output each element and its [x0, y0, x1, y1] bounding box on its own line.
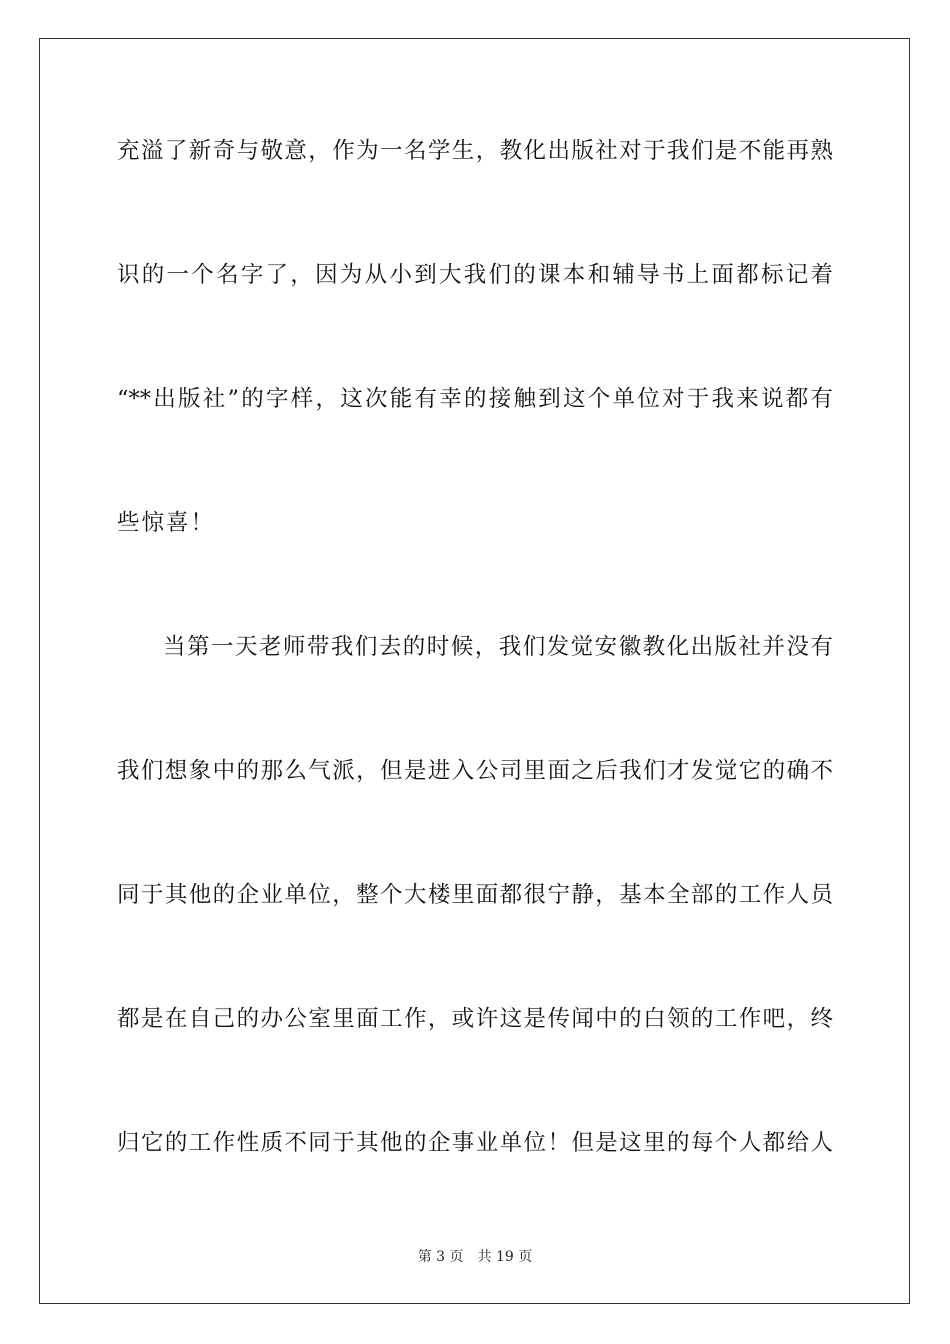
total-pages: 共 19 页 [477, 1249, 533, 1265]
paragraph-line-6: 我们想象中的那么气派，但是进入公司里面之后我们才发觉它的确不 [117, 758, 833, 784]
page-border [39, 38, 910, 1304]
paragraph-line-5: 当第一天老师带我们去的时候，我们发觉安徽教化出版社并没有 [163, 634, 833, 660]
paragraph-line-4: 些惊喜！ [117, 510, 216, 536]
paragraph-line-1: 充溢了新奇与敬意，作为一名学生，教化出版社对于我们是不能再熟 [117, 138, 833, 164]
paragraph-line-2: 识的一个名字了，因为从小到大我们的课本和辅导书上面都标记着 [117, 262, 833, 288]
page-number: 第 3 页 [417, 1249, 464, 1265]
paragraph-line-8: 都是在自己的办公室里面工作，或许这是传闻中的白领的工作吧，终 [117, 1006, 833, 1032]
paragraph-line-9: 归它的工作性质不同于其他的企事业单位！但是这里的每个人都给人 [117, 1130, 833, 1156]
paragraph-line-7: 同于其他的企业单位，整个大楼里面都很宁静，基本全部的工作人员 [117, 882, 833, 908]
paragraph-line-3: “**出版社”的字样，这次能有幸的接触到这个单位对于我来说都有 [117, 386, 833, 412]
page-footer [0, 1248, 950, 1266]
